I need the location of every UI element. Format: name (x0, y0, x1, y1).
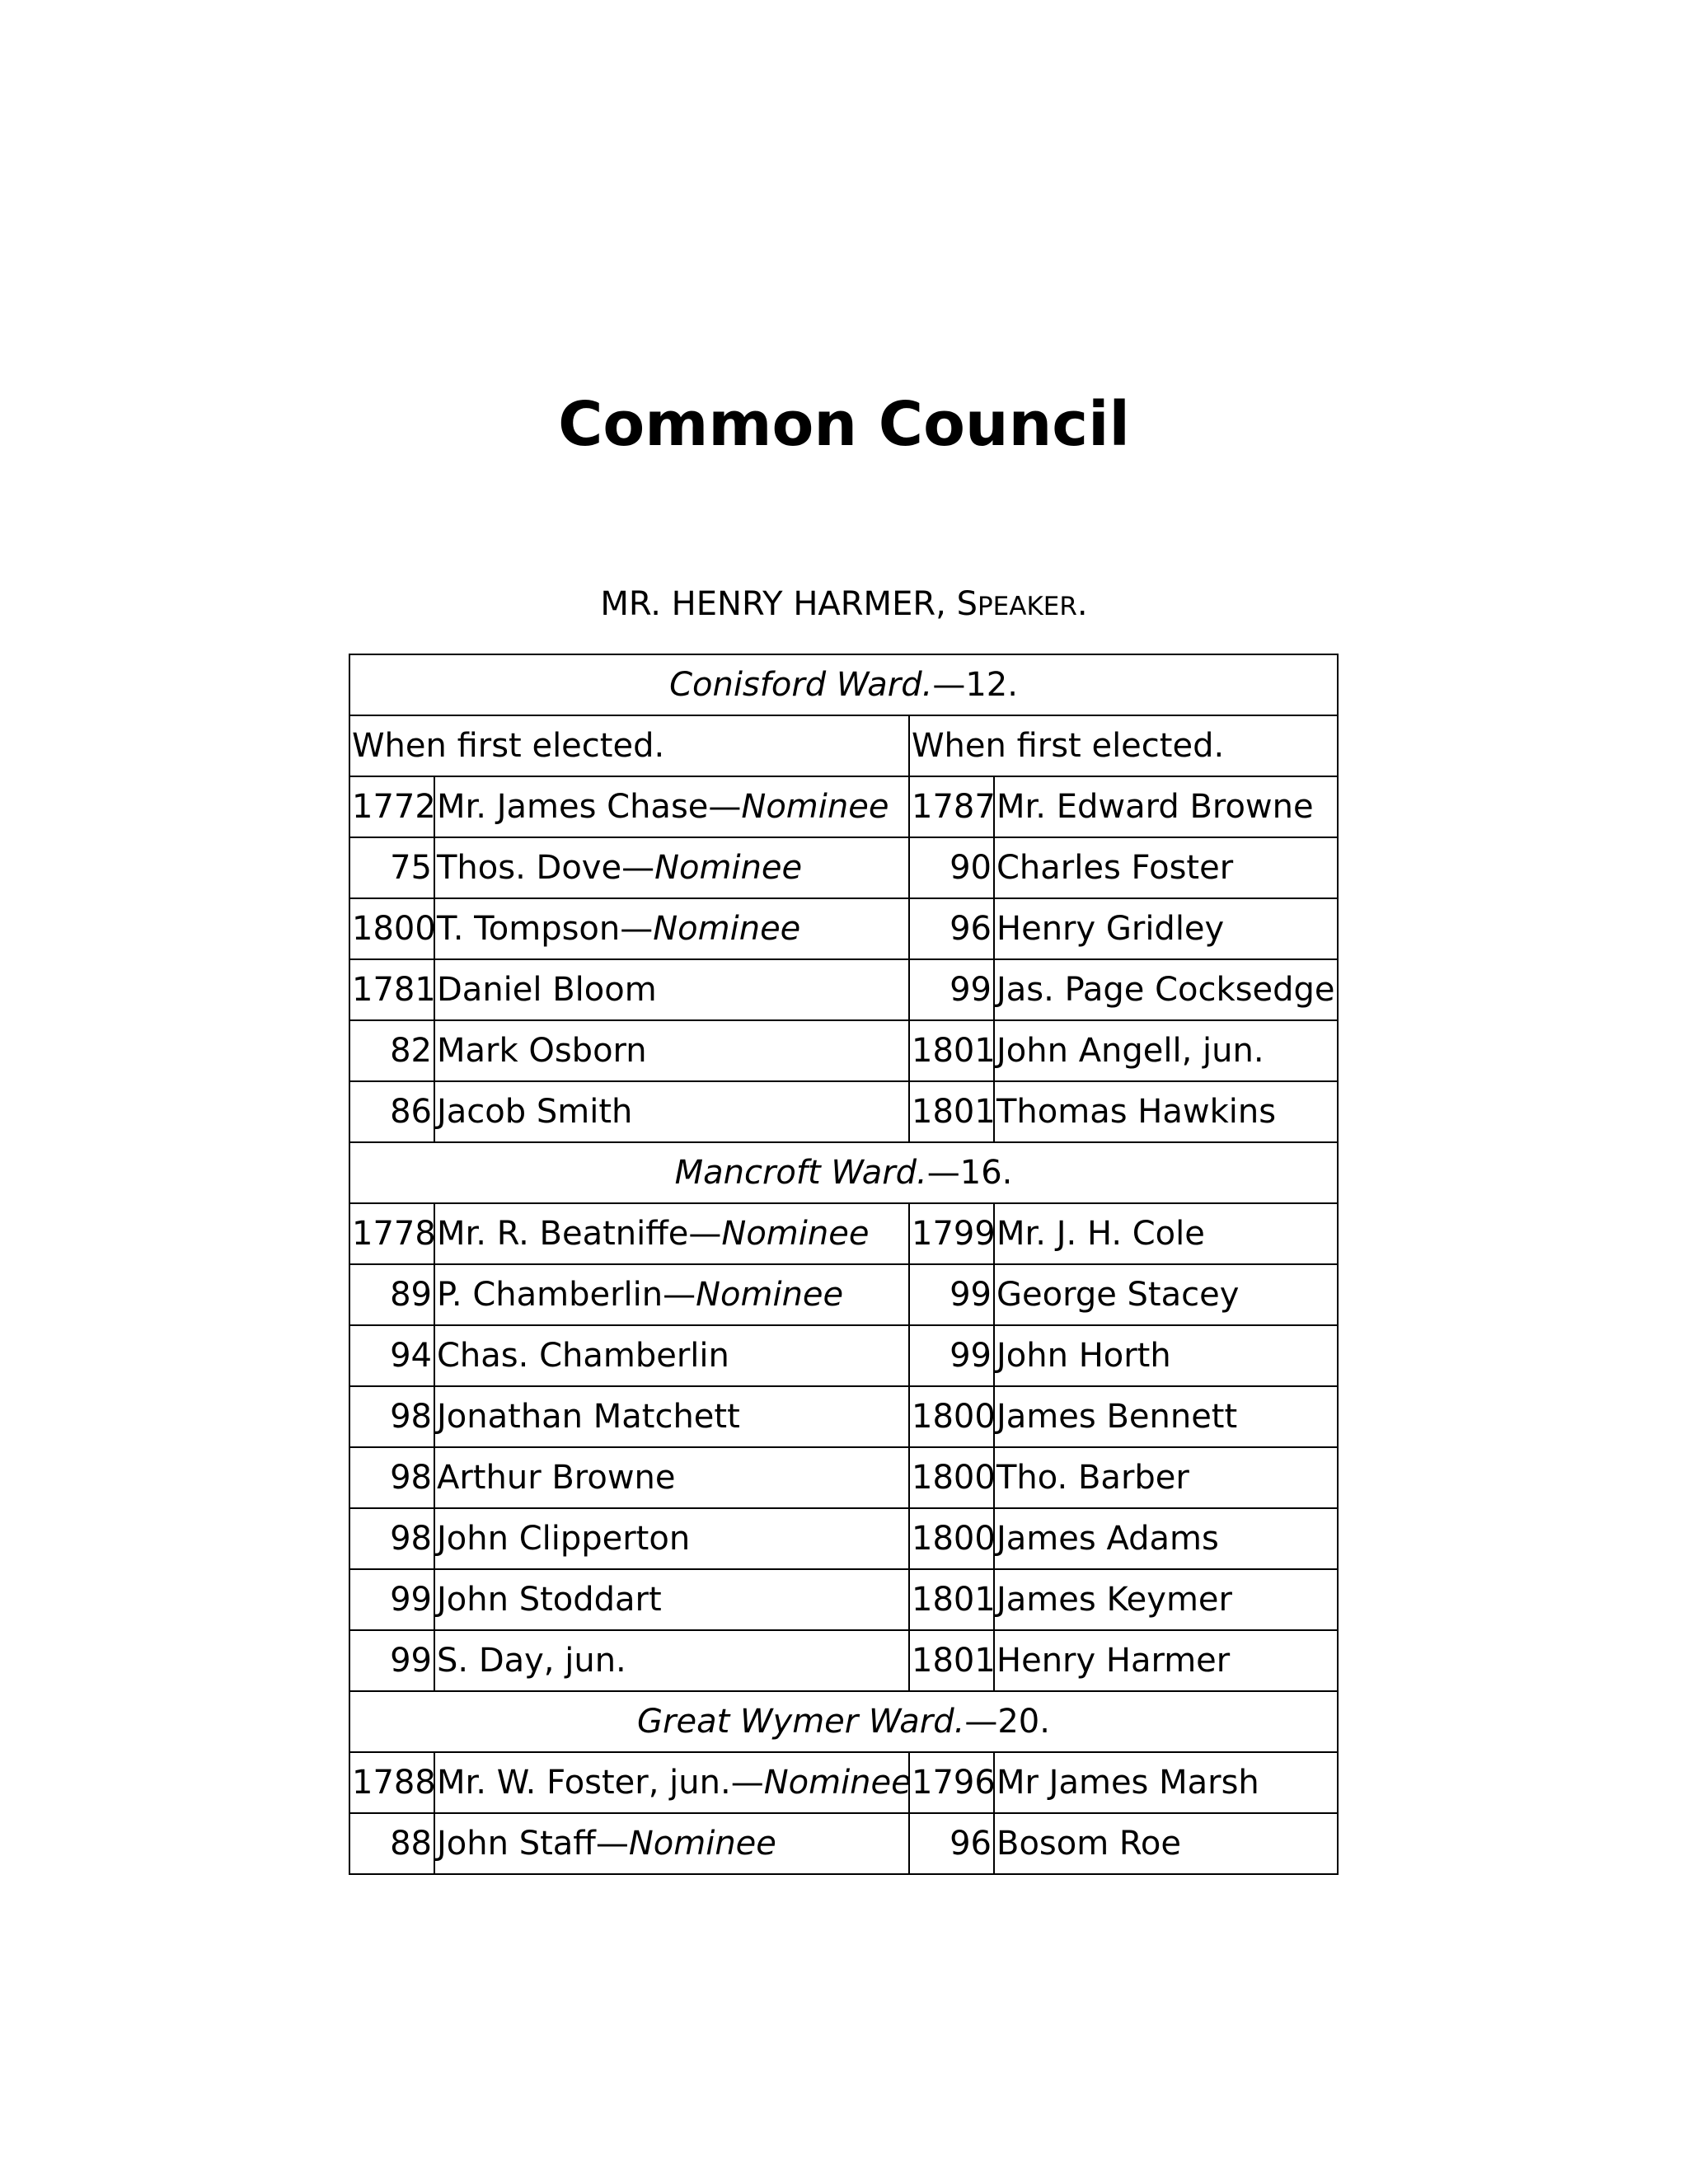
right-year-cell: 1800 (909, 1508, 994, 1569)
left-year-cell: 1772 (349, 776, 434, 837)
member-row (349, 1264, 1338, 1325)
ward-count: —20. (964, 1703, 1050, 1741)
nominee-mark: —Nominee (620, 910, 801, 948)
left-member-name: John Clipperton (437, 1520, 691, 1558)
ward-count: —12. (932, 666, 1018, 704)
right-year-cell: 90 (909, 837, 994, 898)
member-row (349, 776, 1338, 837)
page-title: Common Council (558, 389, 1130, 460)
right-year-cell: 1800 (909, 1447, 994, 1508)
right-year-cell: 99 (909, 959, 994, 1020)
left-name-cell (434, 1203, 909, 1264)
right-name-cell (994, 1081, 1338, 1142)
left-member-name: P. Chamberlin (437, 1276, 663, 1314)
left-name-cell (434, 1447, 909, 1508)
left-name-cell (434, 837, 909, 898)
right-member-name: Bosom Roe (996, 1825, 1181, 1863)
nominee-mark: —Nominee (663, 1276, 844, 1314)
right-member-name: Henry Gridley (996, 910, 1225, 948)
speaker-suffix: . (1076, 585, 1088, 623)
right-year-cell: 1801 (909, 1569, 994, 1630)
right-name-cell (994, 959, 1338, 1020)
right-year-cell: 96 (909, 898, 994, 959)
left-year-cell: 1781 (349, 959, 434, 1020)
left-member-name: Mr. R. Beatniffe (437, 1215, 689, 1253)
left-name-cell (434, 1752, 912, 1813)
right-member-name: Charles Foster (996, 849, 1234, 887)
member-row (349, 1447, 1338, 1508)
member-row (349, 959, 1338, 1020)
council-table (349, 654, 1339, 1875)
left-name-cell (434, 1569, 909, 1630)
left-year-cell: 99 (349, 1630, 434, 1691)
left-name-cell (434, 776, 909, 837)
member-row (349, 1386, 1338, 1447)
ward-name: Great Wymer Ward. (637, 1703, 965, 1741)
right-member-name: James Keymer (996, 1581, 1232, 1619)
left-member-name: Chas. Chamberlin (437, 1337, 729, 1375)
right-year-cell: 1801 (909, 1630, 994, 1691)
left-member-name: Mr. W. Foster, jun. (437, 1764, 731, 1802)
member-row (349, 1081, 1338, 1142)
speaker-line (0, 581, 1688, 630)
right-year-cell: 1796 (909, 1752, 994, 1813)
member-row (349, 1630, 1338, 1691)
right-member-name: Mr. J. H. Cole (996, 1215, 1205, 1253)
speaker-name: MR. HENRY HARMER, (600, 585, 946, 623)
left-year-cell: 89 (349, 1264, 434, 1325)
right-name-cell (994, 1447, 1338, 1508)
right-name-cell (994, 1752, 1338, 1813)
member-row (349, 1203, 1338, 1264)
left-name-cell (434, 898, 909, 959)
left-year-cell: 82 (349, 1020, 434, 1081)
right-year-cell: 1800 (909, 1386, 994, 1447)
left-year-cell: 88 (349, 1813, 434, 1874)
right-member-name: Thomas Hawkins (996, 1093, 1277, 1131)
member-row (349, 898, 1338, 959)
left-member-name: Jacob Smith (437, 1093, 633, 1131)
ward-header-row (349, 654, 1338, 715)
right-year-cell: 99 (909, 1264, 994, 1325)
member-row (349, 1813, 1338, 1874)
right-member-name: Henry Harmer (996, 1642, 1231, 1680)
member-row (349, 1569, 1338, 1630)
left-name-cell (434, 1020, 909, 1081)
member-row (349, 837, 1338, 898)
nominee-mark: —Nominee (708, 788, 889, 826)
right-member-name: Jas. Page Cocksedge (996, 971, 1335, 1009)
left-member-name: Thos. Dove (437, 849, 622, 887)
ward-header-row (349, 1691, 1338, 1752)
right-year-cell: 96 (909, 1813, 994, 1874)
left-year-cell: 86 (349, 1081, 434, 1142)
left-name-cell (434, 1508, 909, 1569)
left-year-cell: 1800 (349, 898, 434, 959)
nominee-mark: —Nominee (688, 1215, 870, 1253)
member-row (349, 1325, 1338, 1386)
right-year-cell: 1787 (909, 776, 994, 837)
right-member-name: John Horth (996, 1337, 1171, 1375)
ward-title (349, 1691, 1338, 1752)
right-name-cell (994, 1264, 1338, 1325)
left-name-cell (434, 959, 909, 1020)
left-name-cell (434, 1325, 909, 1386)
ward-count: —16. (926, 1154, 1013, 1192)
left-year-cell: 1788 (349, 1752, 434, 1813)
left-name-cell (434, 1081, 909, 1142)
nominee-mark: —Nominee (730, 1764, 912, 1802)
left-year-cell: 99 (349, 1569, 434, 1630)
right-name-cell (994, 1386, 1338, 1447)
right-name-cell (994, 1813, 1338, 1874)
left-name-cell (434, 1264, 909, 1325)
right-year-cell: 1801 (909, 1081, 994, 1142)
right-name-cell (994, 898, 1338, 959)
left-member-name: Daniel Bloom (437, 971, 657, 1009)
left-member-name: T. Tompson (437, 910, 621, 948)
right-year-cell: 1799 (909, 1203, 994, 1264)
member-row (349, 1020, 1338, 1081)
right-member-name: James Adams (996, 1520, 1219, 1558)
ward-header-row (349, 1142, 1338, 1203)
nominee-mark: —Nominee (595, 1825, 776, 1863)
right-name-cell (994, 837, 1338, 898)
left-member-name: S. Day, jun. (437, 1642, 626, 1680)
left-year-cell: 98 (349, 1508, 434, 1569)
right-member-name: Mr James Marsh (996, 1764, 1259, 1802)
left-member-name: Jonathan Matchett (437, 1398, 740, 1436)
right-name-cell (994, 1020, 1338, 1081)
left-member-name: John Stoddart (437, 1581, 662, 1619)
ward-name: Mancroft Ward. (674, 1154, 927, 1192)
ward-title (349, 654, 1338, 715)
left-name-cell (434, 1813, 909, 1874)
left-member-name: Mr. James Chase (437, 788, 709, 826)
left-year-cell: 98 (349, 1447, 434, 1508)
right-member-name: James Bennett (996, 1398, 1238, 1436)
ward-title (349, 1142, 1338, 1203)
right-member-name: Tho. Barber (996, 1459, 1189, 1497)
right-name-cell (994, 1508, 1338, 1569)
right-name-cell (994, 1569, 1338, 1630)
right-year-cell: 99 (909, 1325, 994, 1386)
right-name-cell (994, 1630, 1338, 1691)
right-name-cell (994, 1203, 1338, 1264)
left-member-name: John Staff (437, 1825, 596, 1863)
column-header-right: When first elected. (909, 715, 1338, 776)
right-year-cell: 1801 (909, 1020, 994, 1081)
nominee-mark: —Nominee (621, 849, 803, 887)
left-name-cell (434, 1386, 909, 1447)
right-name-cell (994, 776, 1338, 837)
left-year-cell: 1778 (349, 1203, 434, 1264)
right-name-cell (994, 1325, 1338, 1386)
member-row (349, 1752, 1338, 1813)
speaker-role-rest: PEAKER (977, 592, 1077, 621)
left-member-name: Arthur Browne (437, 1459, 676, 1497)
right-member-name: Mr. Edward Browne (996, 788, 1314, 826)
left-name-cell (434, 1630, 909, 1691)
council-table-body (349, 654, 1338, 1874)
column-header-left: When first elected. (349, 715, 909, 776)
left-year-cell: 75 (349, 837, 434, 898)
left-year-cell: 94 (349, 1325, 434, 1386)
right-member-name: John Angell, jun. (996, 1032, 1264, 1070)
member-row (349, 1508, 1338, 1569)
right-member-name: George Stacey (996, 1276, 1240, 1314)
left-year-cell: 98 (349, 1386, 434, 1447)
left-member-name: Mark Osborn (437, 1032, 647, 1070)
speaker-role-initial: S (956, 585, 978, 623)
ward-name: Conisford Ward. (669, 666, 933, 704)
column-header-row (349, 715, 1338, 776)
